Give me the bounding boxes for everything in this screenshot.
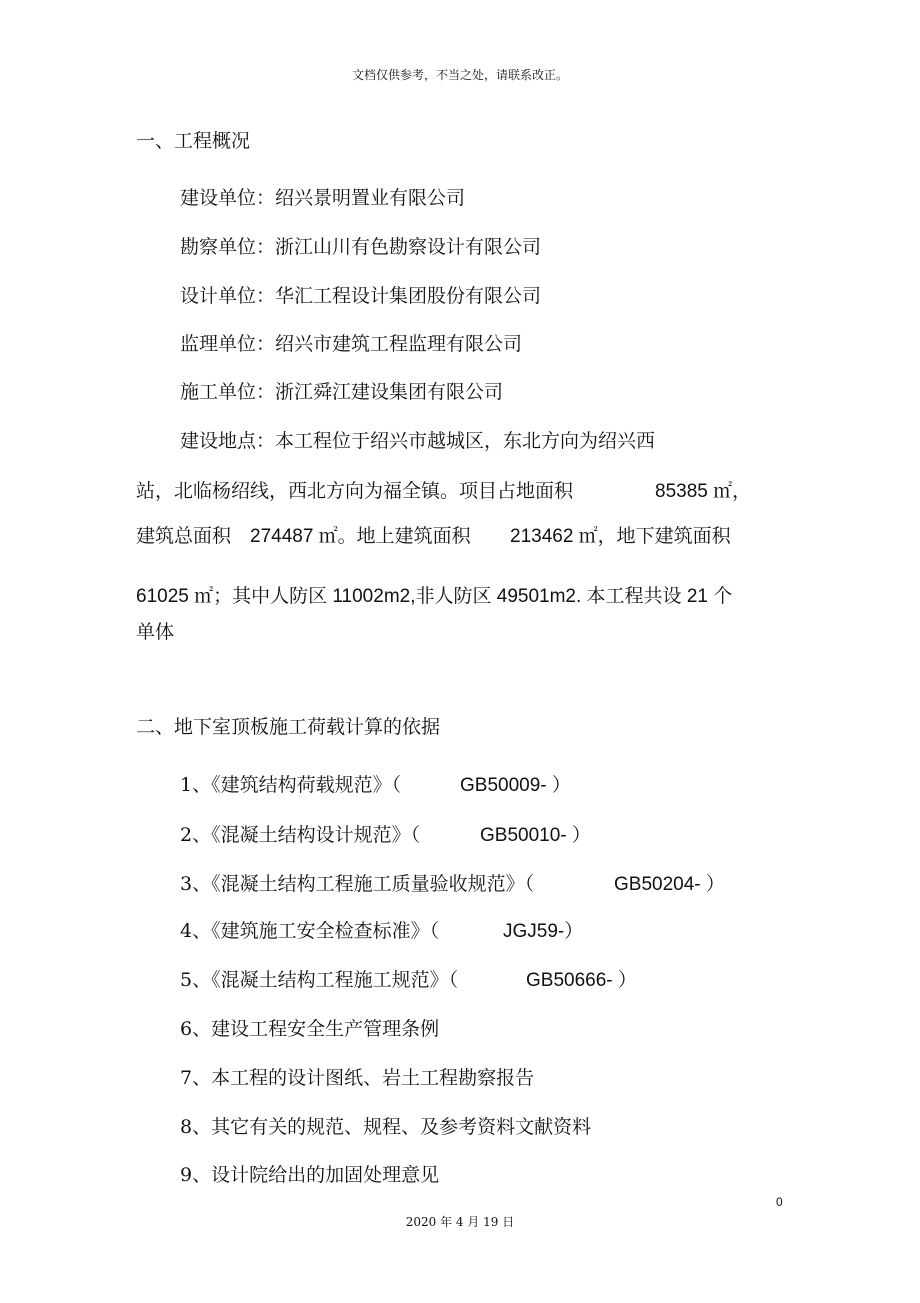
footer-date: 2020 年 4 月 19 日 xyxy=(405,1215,515,1229)
location-line-2: 站，北临杨绍线，西北方向为福全镇。项目占地面积 xyxy=(136,480,574,502)
reference-code-3: GB50204- ） xyxy=(614,874,725,895)
reference-item-1: 1、《建筑结构荷载规范》（ xyxy=(180,774,402,796)
reference-code-2: GB50010- ） xyxy=(480,825,591,846)
construction-unit: 建设单位：绍兴景明置业有限公司 xyxy=(180,187,466,209)
reference-item-9: 9、设计院给出的加固处理意见 xyxy=(180,1164,440,1186)
reference-item-3: 3、《混凝土结构工程施工质量验收规范》（ xyxy=(180,873,535,895)
location-line-4: 61025 ㎡；其中人防区 11002m2,非人防区 49501m2. 本工程共设 21 个 xyxy=(136,586,733,607)
reference-item-7: 7、本工程的设计图纸、岩土工程勘察报告 xyxy=(180,1067,535,1089)
reference-code-1: GB50009- ） xyxy=(460,775,571,796)
reference-code-4: JGJ59-） xyxy=(503,921,584,942)
reference-item-2: 2、《混凝土结构设计规范》（ xyxy=(180,824,421,846)
reference-item-4: 4、《建筑施工安全检查标准》（ xyxy=(180,920,440,942)
location-line-5: 单体 xyxy=(136,621,175,643)
reference-item-6: 6、建设工程安全生产管理条例 xyxy=(180,1018,440,1040)
design-unit: 设计单位：华汇工程设计集团股份有限公司 xyxy=(180,285,542,307)
page-header-note: 文档仅供参考，不当之处，请联系改正。 xyxy=(351,68,568,82)
reference-item-5: 5、《混凝土结构工程施工规范》（ xyxy=(180,969,459,991)
reference-code-5: GB50666- ） xyxy=(526,970,637,991)
location-line-1: 建设地点：本工程位于绍兴市越城区，东北方向为绍兴西 xyxy=(180,430,656,452)
supervision-unit: 监理单位：绍兴市建筑工程监理有限公司 xyxy=(180,333,523,355)
total-area-value: 274487 ㎡。地上建筑面积 xyxy=(250,526,471,547)
site-area-value: 85385 ㎡， xyxy=(655,481,752,502)
section-2-title: 二、地下室顶板施工荷载计算的依据 xyxy=(136,716,441,738)
page-number: 0 xyxy=(776,1195,783,1209)
underground-area-label: 213462 ㎡，地下建筑面积 xyxy=(510,526,731,547)
reference-item-8: 8、其它有关的规范、规程、及参考资料文献资料 xyxy=(180,1116,592,1138)
section-1-title: 一、工程概况 xyxy=(136,130,251,152)
contractor-unit: 施工单位：浙江舜江建设集团有限公司 xyxy=(180,381,504,403)
survey-unit: 勘察单位：浙江山川有色勘察设计有限公司 xyxy=(180,236,542,258)
location-line-3-label: 建筑总面积 xyxy=(136,525,232,547)
